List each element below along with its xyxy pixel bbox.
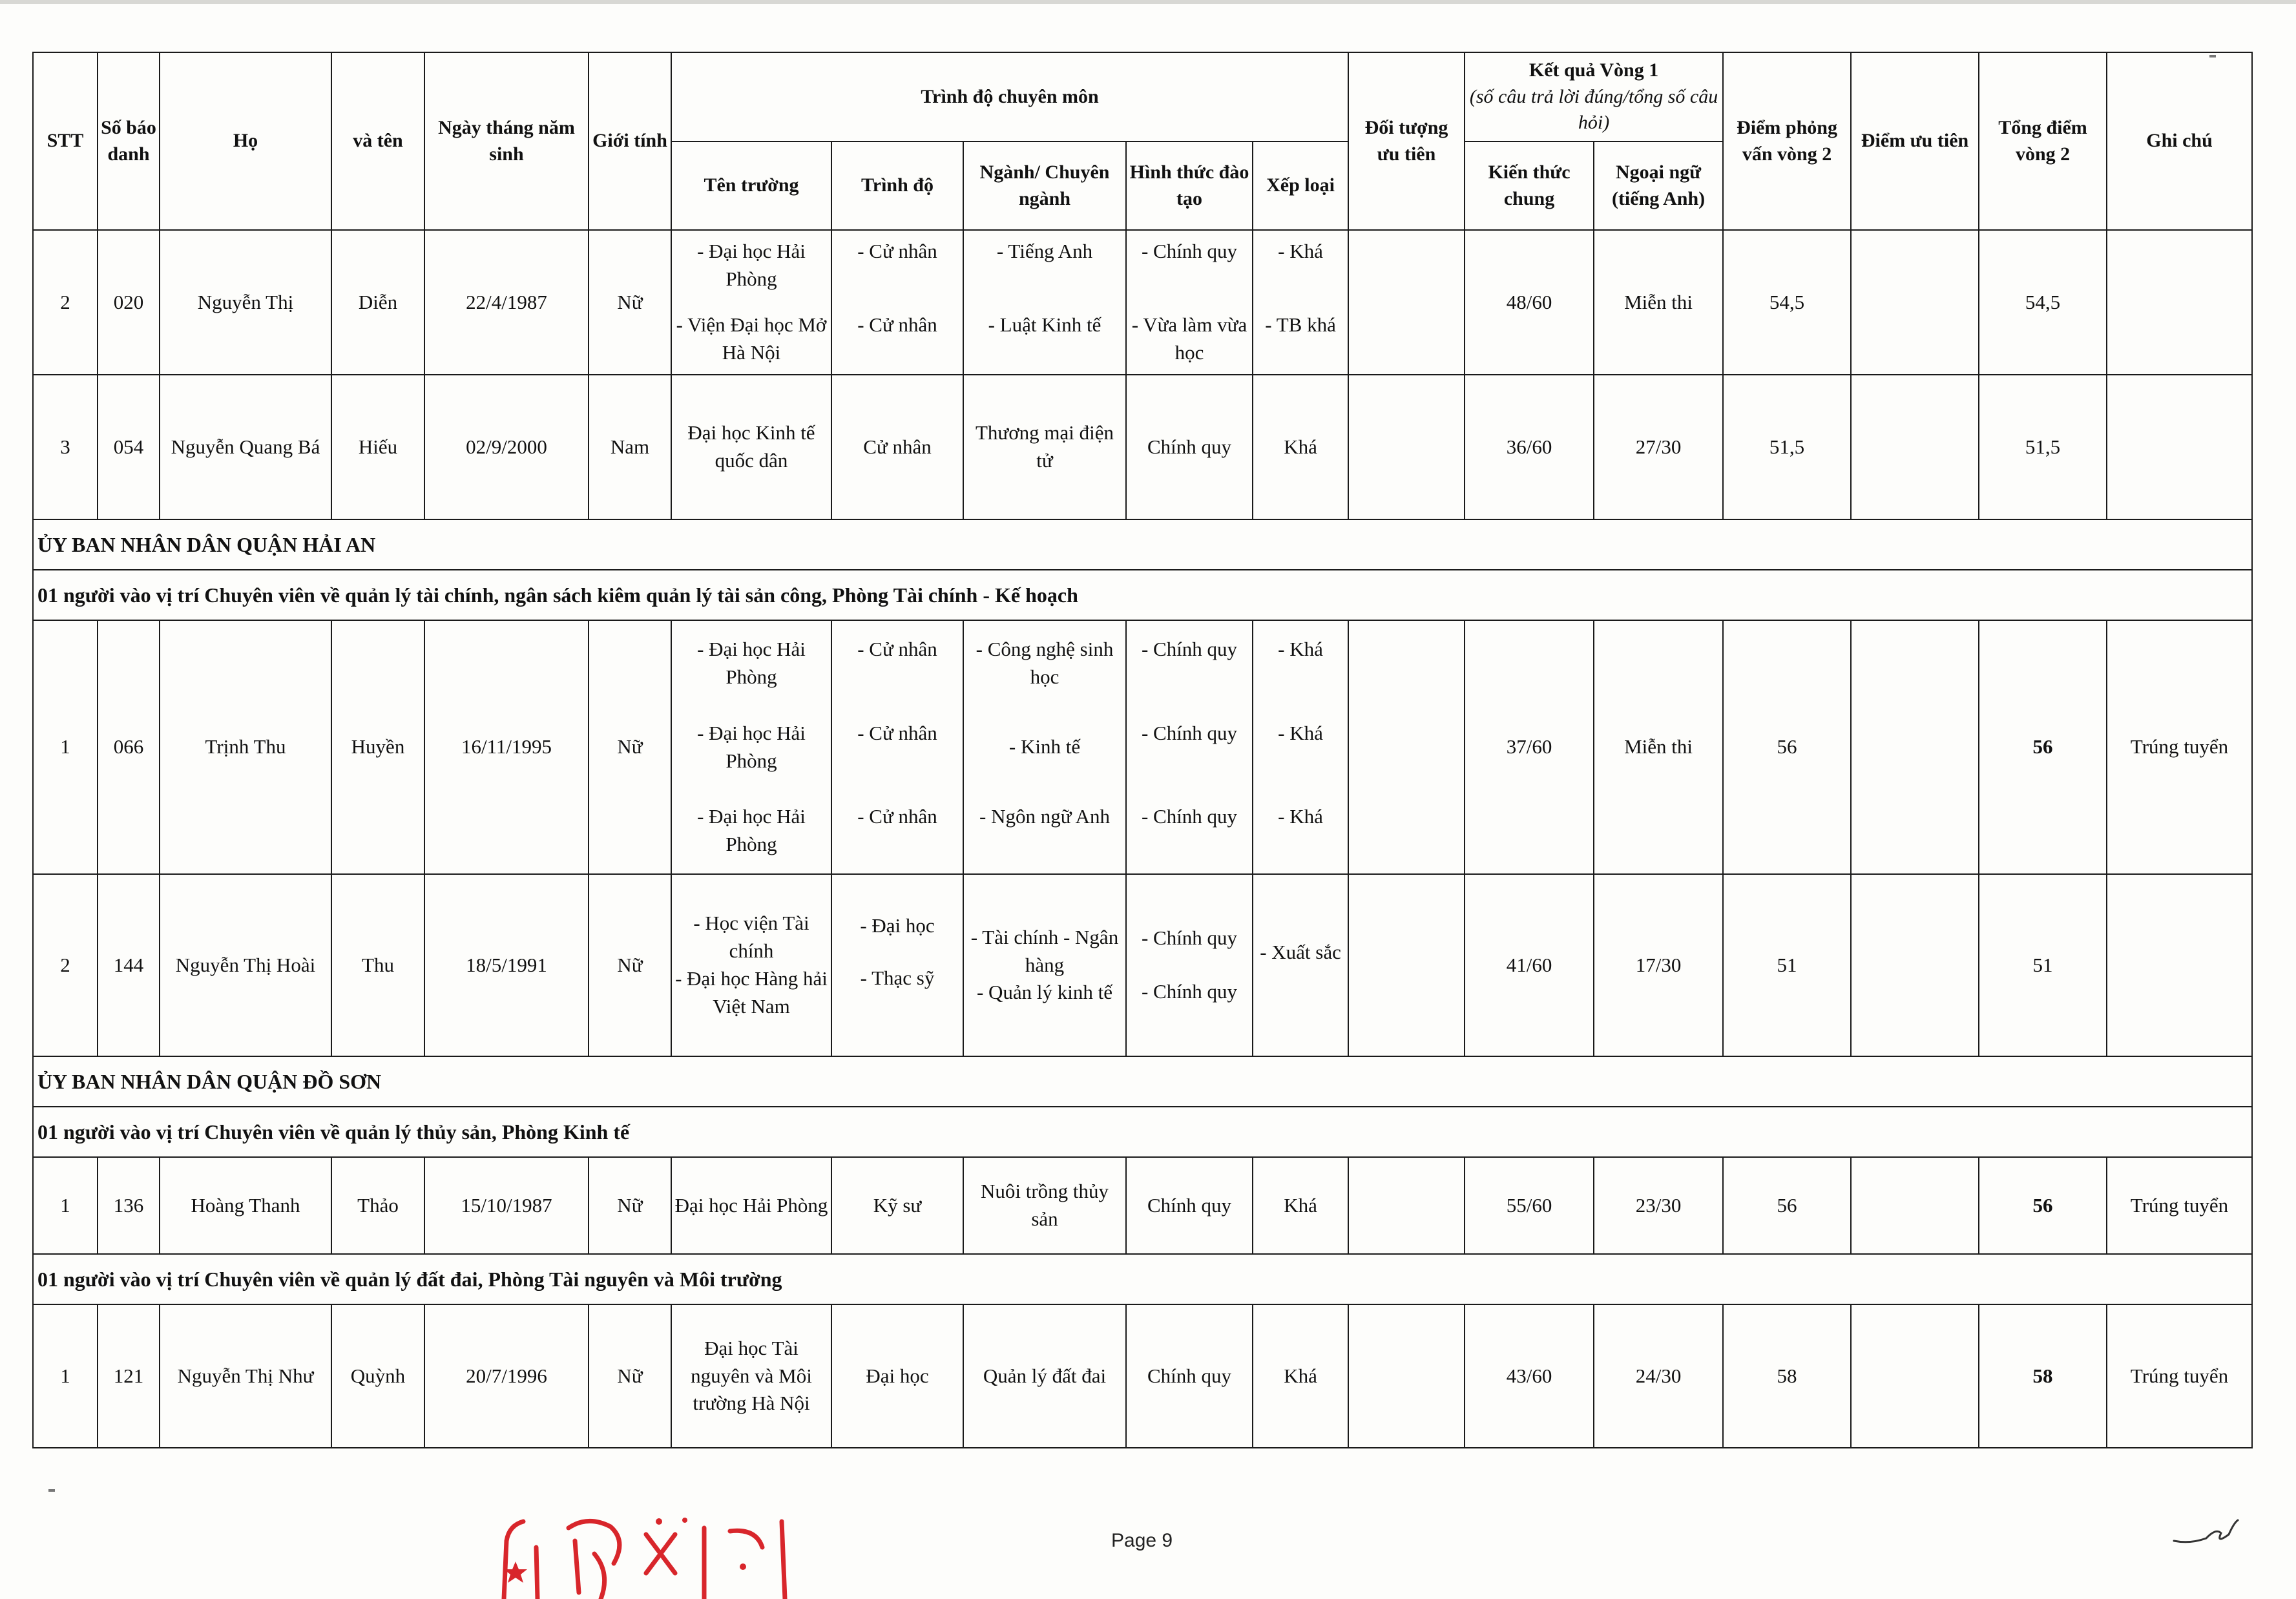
table-row bbox=[33, 1157, 2252, 1254]
cell-sbd: 054 bbox=[98, 375, 160, 519]
section-position-title: 01 người vào vị trí Chuyên viên về quản lý tài chính, ngân sách kiêm quản lý tài sản công, Phòng Tài chính - Kế hoạch bbox=[33, 570, 2252, 620]
cell-ngoai-ngu: 17/30 bbox=[1594, 874, 1723, 1056]
scan-edge bbox=[0, 0, 2296, 4]
cell-nganh bbox=[963, 230, 1126, 375]
header-ket-qua-vong-1 bbox=[1465, 52, 1723, 141]
cell-ngoai-ngu: 24/30 bbox=[1594, 1304, 1723, 1448]
qualification-entry: - Tài chính - Ngân hàng bbox=[970, 925, 1119, 976]
cell-ghi-chu bbox=[2107, 874, 2252, 1056]
qualification-entry: - Khá bbox=[1278, 638, 1323, 660]
cell-nganh: Nuôi trồng thủy sản bbox=[963, 1157, 1126, 1254]
section-unit-row bbox=[33, 1056, 2252, 1107]
table-row bbox=[33, 230, 2252, 375]
cell-ngay-sinh: 20/7/1996 bbox=[424, 1304, 589, 1448]
qualification-entry: - Công nghệ sinh học bbox=[976, 638, 1114, 688]
cell-ten: Thu bbox=[331, 874, 424, 1056]
header-ghi-chu: Ghi chú bbox=[2107, 52, 2252, 230]
cell-diem-phong-van: 56 bbox=[1723, 1157, 1851, 1254]
cell-tong-diem: 58 bbox=[1979, 1304, 2107, 1448]
cell-doi-tuong-uu-tien bbox=[1348, 375, 1465, 519]
section-position-title: 01 người vào vị trí Chuyên viên về quản lý đất đai, Phòng Tài nguyên và Môi trường bbox=[33, 1254, 2252, 1304]
qualification-entry: - Tiếng Anh bbox=[996, 240, 1093, 262]
cell-xep-loai: Khá bbox=[1253, 1304, 1348, 1448]
header-ten-truong: Tên trường bbox=[671, 141, 831, 230]
header-ngay-sinh: Ngày tháng năm sinh bbox=[424, 52, 589, 230]
qualification-entry: - Chính quy bbox=[1141, 240, 1238, 262]
cell-gioi-tinh: Nữ bbox=[589, 620, 671, 874]
cell-ho: Nguyễn Quang Bá bbox=[160, 375, 331, 519]
section-position-row bbox=[33, 570, 2252, 620]
cell-gioi-tinh: Nữ bbox=[589, 874, 671, 1056]
cell-diem-uu-tien bbox=[1851, 620, 1979, 874]
cell-doi-tuong-uu-tien bbox=[1348, 1157, 1465, 1254]
qualification-entry: - Cử nhân bbox=[857, 313, 937, 337]
header-trinh-do: Trình độ bbox=[831, 141, 963, 230]
cell-ho: Nguyễn Thị Như bbox=[160, 1304, 331, 1448]
section-position-row bbox=[33, 1107, 2252, 1157]
cell-gioi-tinh: Nữ bbox=[589, 1157, 671, 1254]
cell-ngay-sinh: 15/10/1987 bbox=[424, 1157, 589, 1254]
qualification-entry: - Ngôn ngữ Anh bbox=[979, 805, 1110, 828]
cell-ho: Nguyễn Thị Hoài bbox=[160, 874, 331, 1056]
results-table bbox=[32, 52, 2253, 1448]
qualification-entry: - Cử nhân bbox=[857, 240, 937, 262]
cell-trinh-do bbox=[831, 230, 963, 375]
cell-diem-phong-van: 51 bbox=[1723, 874, 1851, 1056]
qualification-entry: - Viện Đại học Mở Hà Nội bbox=[676, 313, 827, 364]
cell-hinh-thuc bbox=[1126, 874, 1253, 1056]
section-unit-row bbox=[33, 519, 2252, 570]
cell-kien-thuc-chung: 36/60 bbox=[1465, 375, 1594, 519]
header-trinh-do-chuyen-mon: Trình độ chuyên môn bbox=[671, 52, 1348, 141]
header-ket-qua-vong-1-title: Kết quả Vòng 1 bbox=[1529, 59, 1659, 81]
cell-tong-diem: 51 bbox=[1979, 874, 2107, 1056]
cell-ho: Hoàng Thanh bbox=[160, 1157, 331, 1254]
cell-gioi-tinh: Nữ bbox=[589, 1304, 671, 1448]
table-row bbox=[33, 1304, 2252, 1448]
qualification-entry: - Luật Kinh tế bbox=[988, 313, 1101, 337]
cell-diem-uu-tien bbox=[1851, 1304, 1979, 1448]
cell-nganh: Thương mại điện tử bbox=[963, 375, 1126, 519]
cell-tong-diem: 56 bbox=[1979, 620, 2107, 874]
cell-trinh-do: Đại học bbox=[831, 1304, 963, 1448]
qualification-entry: - Cử nhân bbox=[857, 805, 937, 828]
cell-ngoai-ngu: 23/30 bbox=[1594, 1157, 1723, 1254]
cell-gioi-tinh: Nam bbox=[589, 375, 671, 519]
cell-ngay-sinh: 22/4/1987 bbox=[424, 230, 589, 375]
cell-trinh-do: Kỹ sư bbox=[831, 1157, 963, 1254]
red-seal-stamp bbox=[497, 1502, 808, 1599]
cell-tong-diem: 54,5 bbox=[1979, 230, 2107, 375]
header-xep-loai: Xếp loại bbox=[1253, 141, 1348, 230]
header-diem-uu-tien: Điểm ưu tiên bbox=[1851, 52, 1979, 230]
header-gioi-tinh: Giới tính bbox=[589, 52, 671, 230]
cell-ghi-chu: Trúng tuyển bbox=[2107, 1304, 2252, 1448]
cell-stt: 2 bbox=[33, 230, 98, 375]
cell-ngay-sinh: 16/11/1995 bbox=[424, 620, 589, 874]
cell-xep-loai bbox=[1253, 620, 1348, 874]
cell-diem-uu-tien bbox=[1851, 1157, 1979, 1254]
qualification-entry: - TB khá bbox=[1265, 313, 1336, 337]
qualification-entry: - Đại học bbox=[860, 914, 935, 937]
cell-nganh bbox=[963, 874, 1126, 1056]
qualification-entry: - Đại học Hải Phòng bbox=[697, 805, 806, 856]
cell-doi-tuong-uu-tien bbox=[1348, 620, 1465, 874]
header-so-bao-danh: Số báo danh bbox=[98, 52, 160, 230]
qualification-entry: - Chính quy bbox=[1141, 805, 1238, 828]
cell-tong-diem: 51,5 bbox=[1979, 375, 2107, 519]
page-number: Page 9 bbox=[1111, 1530, 1173, 1551]
cell-ten: Quỳnh bbox=[331, 1304, 424, 1448]
cell-ngoai-ngu: Miễn thi bbox=[1594, 230, 1723, 375]
cell-ten: Diễn bbox=[331, 230, 424, 375]
cell-stt: 1 bbox=[33, 1304, 98, 1448]
cell-ghi-chu: Trúng tuyển bbox=[2107, 620, 2252, 874]
cell-sbd: 136 bbox=[98, 1157, 160, 1254]
qualification-entry: - Kinh tế bbox=[1008, 735, 1081, 758]
cell-ngoai-ngu: Miễn thi bbox=[1594, 620, 1723, 874]
qualification-entry: - Xuất sắc bbox=[1260, 940, 1341, 963]
qualification-entry: - Chính quy bbox=[1141, 926, 1238, 950]
cell-ten: Thảo bbox=[331, 1157, 424, 1254]
header-diem-phong-van: Điểm phỏng vấn vòng 2 bbox=[1723, 52, 1851, 230]
qualification-entry: - Đại học Hải Phòng bbox=[697, 638, 806, 688]
qualification-entry: - Chính quy bbox=[1141, 638, 1238, 660]
cell-ghi-chu: Trúng tuyển bbox=[2107, 1157, 2252, 1254]
cell-ten-truong bbox=[671, 620, 831, 874]
cell-diem-uu-tien bbox=[1851, 230, 1979, 375]
cell-diem-uu-tien bbox=[1851, 375, 1979, 519]
cell-trinh-do: Cử nhân bbox=[831, 375, 963, 519]
cell-xep-loai: Khá bbox=[1253, 375, 1348, 519]
cell-sbd: 020 bbox=[98, 230, 160, 375]
qualification-entry: - Cử nhân bbox=[857, 638, 937, 660]
header-ket-qua-vong-1-note: (số câu trả lời đúng/tổng số câu hỏi) bbox=[1469, 85, 1718, 134]
qualification-entry: - Cử nhân bbox=[857, 721, 937, 744]
cell-trinh-do bbox=[831, 620, 963, 874]
qualification-entry: - Vừa làm vừa học bbox=[1131, 313, 1247, 364]
cell-doi-tuong-uu-tien bbox=[1348, 874, 1465, 1056]
cell-xep-loai bbox=[1253, 230, 1348, 375]
cell-ho: Trịnh Thu bbox=[160, 620, 331, 874]
cell-xep-loai bbox=[1253, 874, 1348, 1056]
signature-mark bbox=[2171, 1515, 2242, 1551]
cell-stt: 3 bbox=[33, 375, 98, 519]
cell-ten-truong: Đại học Tài nguyên và Môi trường Hà Nội bbox=[671, 1304, 831, 1448]
cell-ten: Huyền bbox=[331, 620, 424, 874]
results-sheet bbox=[32, 52, 2251, 1448]
cell-gioi-tinh: Nữ bbox=[589, 230, 671, 375]
cell-ngay-sinh: 18/5/1991 bbox=[424, 874, 589, 1056]
section-unit-title: ỦY BAN NHÂN DÂN QUẬN HẢI AN bbox=[33, 519, 2252, 570]
header-doi-tuong-uu-tien: Đối tượng ưu tiên bbox=[1348, 52, 1465, 230]
cell-stt: 2 bbox=[33, 874, 98, 1056]
qualification-entry: - Đại học Hải Phòng bbox=[697, 721, 806, 772]
table-row bbox=[33, 874, 2252, 1056]
qualification-entry: - Đại học Hàng hải Việt Nam bbox=[675, 967, 828, 1018]
section-position-row bbox=[33, 1254, 2252, 1304]
cell-ngoai-ngu: 27/30 bbox=[1594, 375, 1723, 519]
qualification-entry: - Chính quy bbox=[1141, 980, 1238, 1003]
cell-tong-diem: 56 bbox=[1979, 1157, 2107, 1254]
cell-stt: 1 bbox=[33, 1157, 98, 1254]
cell-stt: 1 bbox=[33, 620, 98, 874]
header-nganh: Ngành/ Chuyên ngành bbox=[963, 141, 1126, 230]
qualification-entry: - Thạc sỹ bbox=[860, 967, 935, 989]
cell-nganh bbox=[963, 620, 1126, 874]
cell-sbd: 066 bbox=[98, 620, 160, 874]
qualification-entry: - Quản lý kinh tế bbox=[976, 981, 1113, 1004]
cell-ten-truong: Đại học Hải Phòng bbox=[671, 1157, 831, 1254]
cell-ho: Nguyễn Thị bbox=[160, 230, 331, 375]
header-stt: STT bbox=[33, 52, 98, 230]
cell-hinh-thuc: Chính quy bbox=[1126, 1304, 1253, 1448]
qualification-entry: - Khá bbox=[1278, 240, 1323, 262]
qualification-entry: - Khá bbox=[1278, 805, 1323, 828]
cell-diem-phong-van: 51,5 bbox=[1723, 375, 1851, 519]
header-ho: Họ bbox=[160, 52, 331, 230]
cell-hinh-thuc: Chính quy bbox=[1126, 375, 1253, 519]
section-unit-title: ỦY BAN NHÂN DÂN QUẬN ĐỒ SƠN bbox=[33, 1056, 2252, 1107]
cell-kien-thuc-chung: 37/60 bbox=[1465, 620, 1594, 874]
cell-sbd: 144 bbox=[98, 874, 160, 1056]
cell-hinh-thuc bbox=[1126, 620, 1253, 874]
qualification-entry: - Đại học Hải Phòng bbox=[697, 240, 806, 290]
cell-diem-phong-van: 56 bbox=[1723, 620, 1851, 874]
table-row bbox=[33, 375, 2252, 519]
cell-ngay-sinh: 02/9/2000 bbox=[424, 375, 589, 519]
cell-sbd: 121 bbox=[98, 1304, 160, 1448]
qualification-entry: - Học viện Tài chính bbox=[693, 912, 809, 963]
cell-ten: Hiếu bbox=[331, 375, 424, 519]
scan-speck bbox=[48, 1489, 55, 1492]
cell-doi-tuong-uu-tien bbox=[1348, 1304, 1465, 1448]
cell-trinh-do bbox=[831, 874, 963, 1056]
header-hinh-thuc: Hình thức đào tạo bbox=[1126, 141, 1253, 230]
cell-kien-thuc-chung: 48/60 bbox=[1465, 230, 1594, 375]
cell-kien-thuc-chung: 43/60 bbox=[1465, 1304, 1594, 1448]
cell-hinh-thuc bbox=[1126, 230, 1253, 375]
header-tong-diem: Tổng điểm vòng 2 bbox=[1979, 52, 2107, 230]
qualification-entry: - Khá bbox=[1278, 721, 1323, 744]
cell-ten-truong bbox=[671, 230, 831, 375]
header-va-ten: và tên bbox=[331, 52, 424, 230]
cell-ten-truong bbox=[671, 874, 831, 1056]
cell-kien-thuc-chung: 55/60 bbox=[1465, 1157, 1594, 1254]
header-kien-thuc-chung: Kiến thức chung bbox=[1465, 141, 1594, 230]
cell-diem-phong-van: 54,5 bbox=[1723, 230, 1851, 375]
cell-ghi-chu bbox=[2107, 230, 2252, 375]
qualification-entry: - Chính quy bbox=[1141, 721, 1238, 744]
cell-ten-truong: Đại học Kinh tế quốc dân bbox=[671, 375, 831, 519]
cell-diem-uu-tien bbox=[1851, 874, 1979, 1056]
cell-doi-tuong-uu-tien bbox=[1348, 230, 1465, 375]
scan-speck bbox=[2209, 55, 2216, 57]
cell-kien-thuc-chung: 41/60 bbox=[1465, 874, 1594, 1056]
header-ngoai-ngu: Ngoại ngữ (tiếng Anh) bbox=[1594, 141, 1723, 230]
cell-ghi-chu bbox=[2107, 375, 2252, 519]
section-position-title: 01 người vào vị trí Chuyên viên về quản lý thủy sản, Phòng Kinh tế bbox=[33, 1107, 2252, 1157]
table-row bbox=[33, 620, 2252, 874]
cell-diem-phong-van: 58 bbox=[1723, 1304, 1851, 1448]
cell-nganh: Quản lý đất đai bbox=[963, 1304, 1126, 1448]
cell-hinh-thuc: Chính quy bbox=[1126, 1157, 1253, 1254]
cell-xep-loai: Khá bbox=[1253, 1157, 1348, 1254]
